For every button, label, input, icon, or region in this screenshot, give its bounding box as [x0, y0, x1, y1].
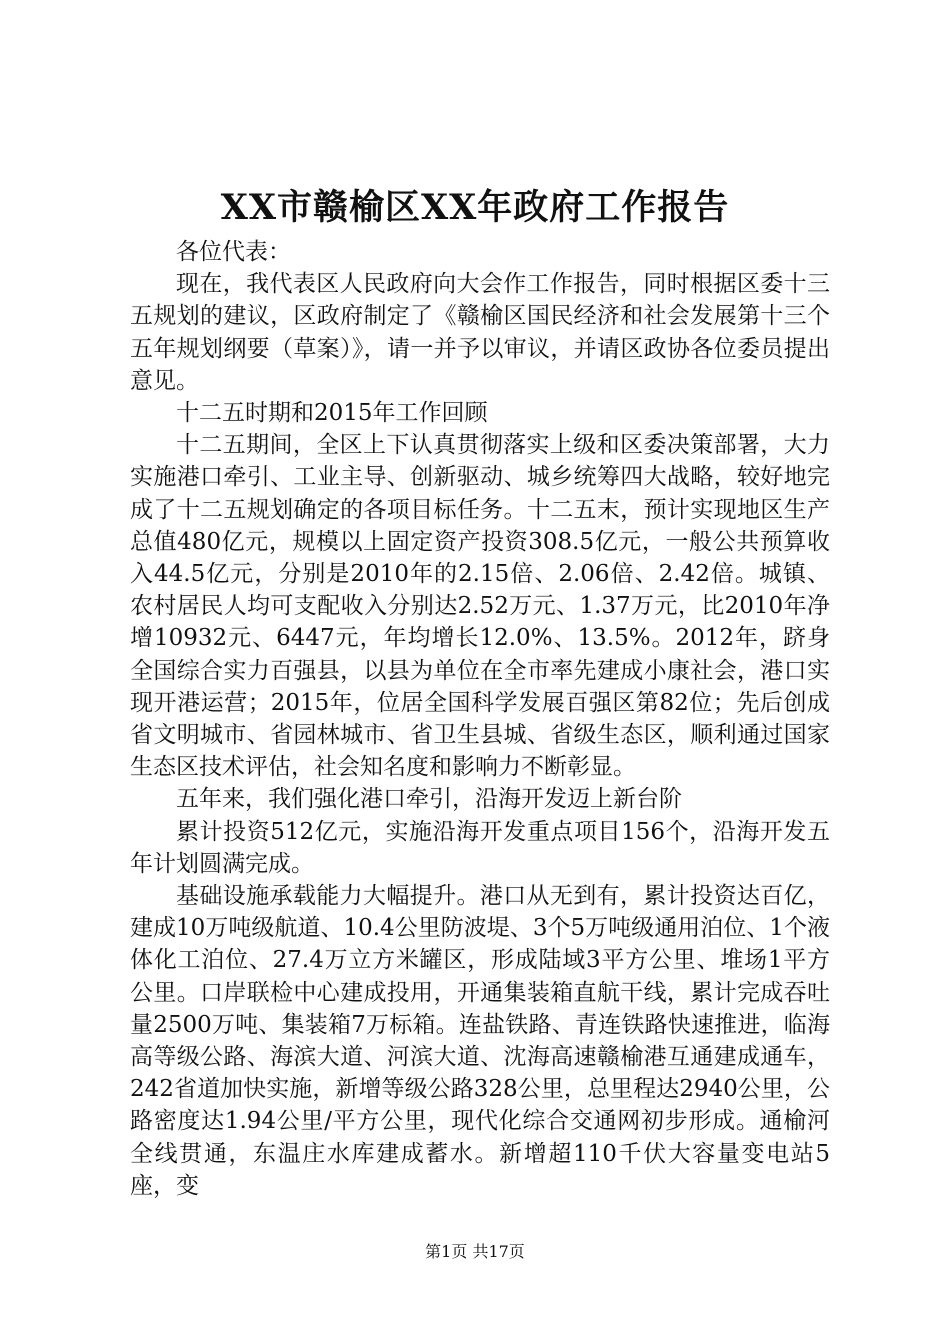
section-heading-review: 十二五时期和2015年工作回顾	[176, 400, 488, 427]
infrastructure-paragraph: 基础设施承载能力大幅提升。港口从无到有，累计投资达百亿，建成10万吨级航道、10.4公里防波堤、3个5万吨级通用泊位、1个液体化工泊位、27.4万立方米罐区，形成陆域3平方公里、堆场1平方公里。口岸联检中心建成投用，开通集装箱直航干线，累计完成吞吐量2500万吨、集装箱7万标箱。连盐铁路、青连铁路快速推进，临海高等级公路、海滨大道、河滨大道、沈海高速赣榆港互通建成通车，242省道加快实施，新增等级公路328公里，总里程达2940公里，公路密度达1.94公里/平方公里，现代化综合交通网初步形成。通榆河全线贯通，东温庄水库建成蓄水。新增超110千伏大容量变电站5座，变	[130, 883, 830, 1199]
coastal-investment-paragraph: 累计投资512亿元，实施沿海开发重点项目156个，沿海开发五年计划圆满完成。	[130, 818, 830, 877]
intro-paragraph: 现在，我代表区人民政府向大会作工作报告，同时根据区委十三五规划的建议，区政府制定了《赣榆区国民经济和社会发展第十三个五年规划纲要（草案）》，请一并予以审议，并请区政协各位委员提出意见。	[130, 271, 830, 394]
document-body	[130, 236, 830, 1202]
document-title: XX市赣榆区XX年政府工作报告	[220, 187, 730, 228]
section-heading-coastal: 五年来，我们强化港口牵引，沿海开发迈上新台阶	[176, 786, 682, 813]
salutation-paragraph: 各位代表：	[176, 239, 291, 265]
page-footer: 第1页 共17页	[425, 1242, 525, 1261]
review-paragraph: 十二五期间，全区上下认真贯彻落实上级和区委决策部署，大力实施港口牵引、工业主导、创新驱动、城乡统筹四大战略，较好地完成了十二五规划确定的各项目标任务。十二五末，预计实现地区生产总值480亿元，规模以上固定资产投资308.5亿元，一般公共预算收入44.5亿元，分别是2010年的2.15倍、2.06倍、2.42倍。城镇、农村居民人均可支配收入分别达2.52万元、1.37万元，比2010年净增10932元、6447元，年均增长12.0%、13.5%。2012年，跻身全国综合实力百强县，以县为单位在全市率先建成小康社会，港口实现开港运营；2015年，位居全国科学发展百强区第82位；先后创成省文明城市、省园林城市、省卫生县城、省级生态区，顺利通过国家生态区技术评估，社会知名度和影响力不断彰显。	[130, 432, 830, 781]
